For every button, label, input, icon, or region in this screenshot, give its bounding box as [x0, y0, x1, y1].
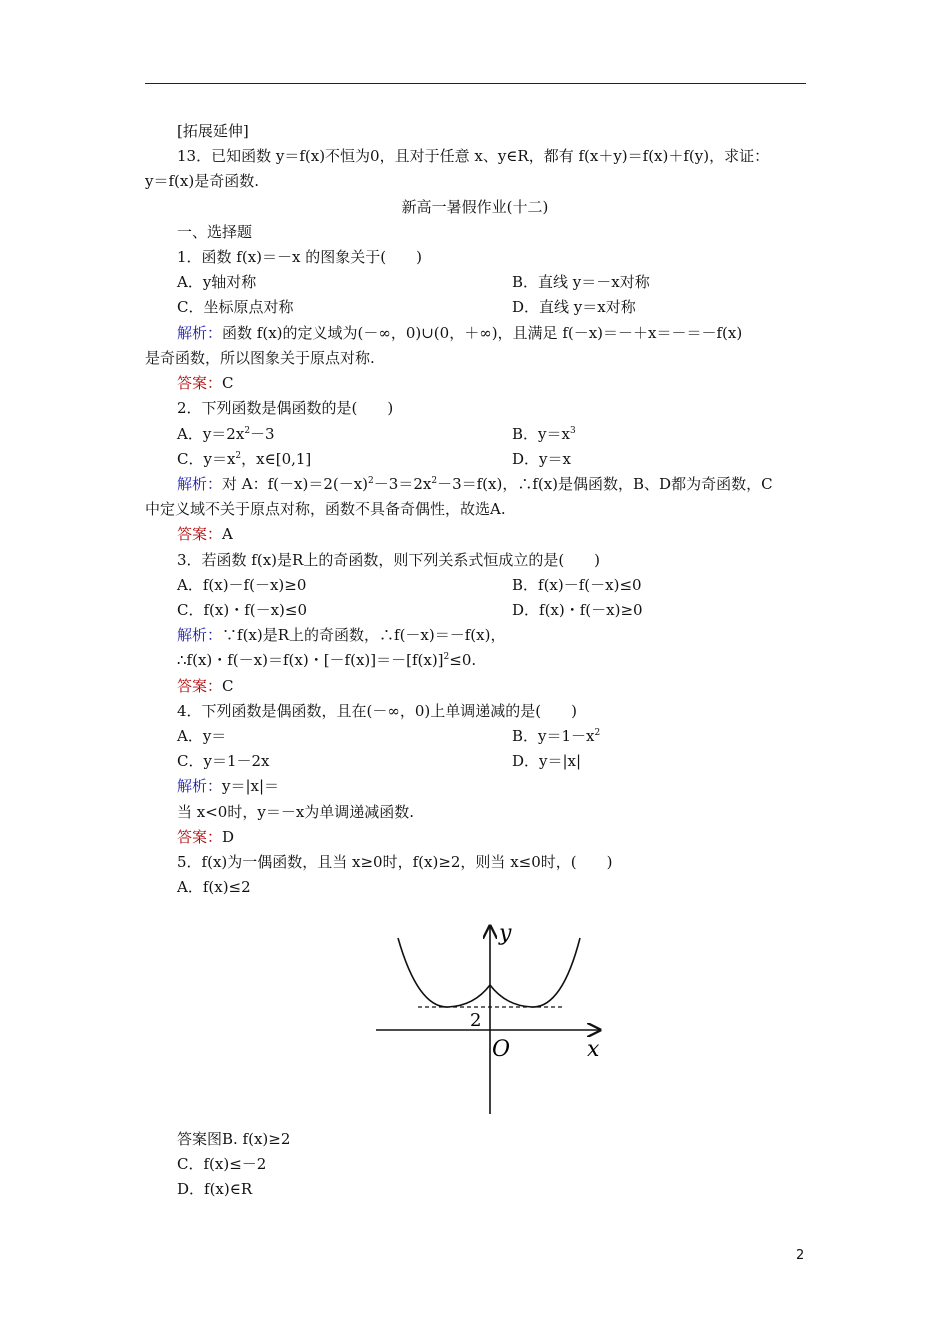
q1-answer	[177, 371, 234, 396]
q4-option-c: C．y＝1－2x	[177, 752, 270, 770]
q3-analysis-line2	[177, 648, 476, 673]
q13-line1: 13．已知函数 y＝f(x)不恒为0，且对于任意 x、y∈R，都有 f(x＋y)＝f(x)＋f(y)，求证：	[177, 147, 770, 165]
q1-answer-value: C	[222, 374, 234, 392]
q13-line2: y＝f(x)是奇函数.	[145, 172, 259, 190]
q4-b-exp: 2	[594, 728, 601, 738]
q4-b-text: B．y＝1－x	[512, 727, 595, 745]
q1-analysis	[177, 321, 742, 346]
q5-stem: 5．f(x)为一偶函数，且当 x≥0时，f(x)≥2，则当 x≤0时，( )	[177, 853, 613, 871]
q3-answer-value: C	[222, 677, 234, 695]
q2-analysis-exp1: 2	[368, 476, 374, 486]
q2-answer	[177, 522, 233, 547]
q2-b-exp: 3	[569, 426, 576, 436]
q2-c-exp: 2	[235, 451, 242, 461]
q2-a-text: A．y＝2x	[177, 425, 245, 443]
q2-answer-value: A	[222, 525, 233, 543]
curve-right	[490, 938, 580, 1007]
q2-analysis	[177, 472, 773, 497]
q2-option-c	[177, 447, 311, 472]
q4-stem: 4．下列函数是偶函数，且在(－∞，0)上单调递减的是( )	[177, 702, 577, 720]
q3-analysis-exp: 2	[443, 652, 450, 662]
y-axis-label: y	[499, 921, 512, 946]
q4-analysis-text: y＝|x|＝	[222, 777, 280, 795]
q2-analysis-exp2: 2	[431, 476, 438, 486]
q1-option-d: D．直线 y＝x对称	[512, 298, 636, 316]
q1-analysis-text: 函数 f(x)的定义域为(－∞，0)∪(0，＋∞)，且满足 f(－x)＝－＋x＝－＝－f(x)	[222, 324, 743, 342]
q3-option-d: D．f(x)・f(－x)≥0	[512, 601, 643, 619]
q1-option-c: C．坐标原点对称	[177, 298, 294, 316]
page-title: 新高一暑假作业(十二)	[401, 198, 549, 216]
curve-left	[398, 938, 490, 1007]
q2-option-a	[177, 422, 275, 447]
q5-option-a: A．f(x)≤2	[177, 878, 251, 896]
q5-option-d: D．f(x)∈R	[177, 1180, 253, 1198]
q5-option-b: 答案图B. f(x)≥2	[177, 1130, 291, 1148]
q4-option-d: D．y＝|x|	[512, 752, 582, 770]
q2-analysis-line2: 中定义域不关于原点对称，函数不具备奇偶性，故选A.	[145, 500, 506, 518]
q2-stem: 2．下列函数是偶函数的是( )	[177, 399, 394, 417]
level-label: 2	[470, 1010, 482, 1031]
q1-stem: 1．函数 f(x)＝－x 的图象关于( )	[177, 248, 422, 266]
q2-analysis-c: －3＝f(x)，∴f(x)是偶函数，B、D都为奇函数，C	[437, 475, 773, 493]
q2-b-text: B．y＝x	[512, 425, 570, 443]
q2-option-b	[512, 422, 576, 447]
analysis-label: 解析：	[177, 475, 223, 493]
q2-option-d: D．y＝x	[512, 450, 571, 468]
q4-answer-value: D	[222, 828, 235, 846]
q5-option-c: C．f(x)≤－2	[177, 1155, 267, 1173]
q1-analysis-line2: 是奇函数，所以图象关于原点对称.	[145, 349, 375, 367]
q2-c-text: C．y＝x	[177, 450, 236, 468]
answer-label: 答案：	[177, 525, 223, 543]
analysis-label: 解析：	[177, 324, 223, 342]
q3-option-c: C．f(x)・f(－x)≤0	[177, 601, 308, 619]
q4-option-b	[512, 724, 600, 749]
q3-analysis-b: ≤0.	[449, 651, 477, 669]
origin-label: O	[492, 1037, 511, 1062]
q2-analysis-b: －3＝2x	[373, 475, 432, 493]
q2-a-tail: －3	[250, 425, 275, 443]
q1-option-b: B．直线 y＝－x对称	[512, 273, 650, 291]
answer-label: 答案：	[177, 374, 223, 392]
x-axis-label: x	[587, 1037, 600, 1062]
q2-c-tail: ，x∈[0,1]	[241, 450, 312, 468]
q2-a-exp: 2	[244, 426, 251, 436]
q4-analysis	[177, 774, 279, 799]
q3-option-b: B．f(x)－f(－x)≤0	[512, 576, 642, 594]
q4-answer	[177, 825, 234, 850]
q4-option-a: A．y＝	[177, 727, 227, 745]
header-rule	[145, 83, 806, 84]
answer-label: 答案：	[177, 677, 223, 695]
q3-stem: 3．若函数 f(x)是R上的奇函数，则下列关系式恒成立的是( )	[177, 551, 601, 569]
q3-analysis	[177, 623, 505, 648]
q3-analysis-a: ∴f(x)・f(－x)＝f(x)・[－f(x)]＝－[f(x)]	[177, 651, 444, 669]
section-label: [拓展延伸]	[177, 122, 249, 140]
q3-answer	[177, 674, 234, 699]
q2-analysis-a: 对 A：f(－x)＝2(－x)	[222, 475, 369, 493]
answer-label: 答案：	[177, 828, 223, 846]
page-number: 2	[796, 1248, 805, 1263]
even-function-graph	[370, 918, 610, 1116]
q1-option-a: A．y轴对称	[177, 273, 257, 291]
section-heading: 一、选择题	[177, 223, 253, 241]
analysis-label: 解析：	[177, 777, 223, 795]
q3-analysis-text: ∵f(x)是R上的奇函数，∴f(－x)＝－f(x)，	[222, 626, 506, 644]
analysis-label: 解析：	[177, 626, 223, 644]
q3-option-a: A．f(x)－f(－x)≥0	[177, 576, 307, 594]
q4-analysis-line2: 当 x<0时，y＝－x为单调递减函数.	[177, 803, 415, 821]
